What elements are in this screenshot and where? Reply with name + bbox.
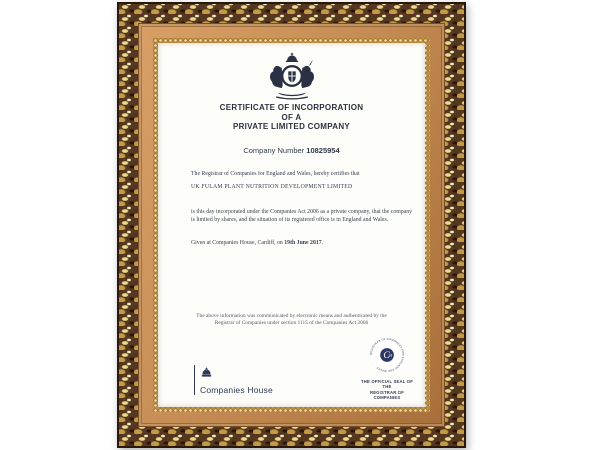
certificate-paper <box>158 43 425 407</box>
seal-caption-line-1: THE OFFICIAL SEAL OF THE <box>360 379 413 390</box>
company-number-line <box>158 146 425 155</box>
certificate-title <box>158 103 425 132</box>
crown-icon <box>200 367 213 378</box>
registrar-seal-icon <box>369 337 405 373</box>
seal-monogram-h: H <box>389 352 393 358</box>
seal-ring-text: REGISTRAR OF COMPANIES FOR ENGLAND AND WALES <box>369 337 405 373</box>
company-number-value: 10825954 <box>306 146 340 155</box>
picture-frame-beaded-trim <box>153 38 430 412</box>
title-line-2: OF A <box>281 112 302 122</box>
picture-frame-ornate-border <box>117 2 466 448</box>
companies-house-logo-text: Companies House <box>200 385 273 395</box>
royal-coat-of-arms-icon <box>264 52 320 100</box>
title-line-3: PRIVATE LIMITED COMPANY <box>232 122 351 131</box>
footnote-line-1: The above information was communicated by electronic means and authenticated by the <box>196 313 387 319</box>
given-date: 19th June 2017 <box>284 240 322 246</box>
given-suffix: . <box>321 240 324 246</box>
registrar-certifies-line: The Registrar of Companies for England and Wales, hereby certifies that <box>191 171 360 177</box>
companies-house-logo <box>194 365 273 395</box>
seal-caption <box>356 379 418 401</box>
picture-frame-wood-band <box>138 23 445 427</box>
seal-monogram-c: C <box>383 351 390 362</box>
official-seal <box>356 337 418 401</box>
authentication-footnote <box>158 313 425 327</box>
given-prefix: Given at Companies House, Cardiff, on <box>191 240 285 246</box>
incorporation-paragraph: is this day incorporated under the Companies Act 2006 as a private company, that the company is limited by shares, and the situation of its registered office is in England and Wales. <box>191 209 412 223</box>
footnote-line-2: Registrar of Companies under section 1115 of the Companies Act 2006 <box>214 320 369 327</box>
given-at-line <box>191 240 323 246</box>
company-name: UK FULAM PLANT NUTRITION DEVELOPMENT LIMITED <box>191 184 353 190</box>
title-line-1: CERTIFICATE OF INCORPORATION <box>219 103 364 112</box>
company-number-label: Company Number <box>243 146 305 155</box>
seal-caption-line-2: REGISTRAR OF COMPANIES <box>369 389 405 401</box>
